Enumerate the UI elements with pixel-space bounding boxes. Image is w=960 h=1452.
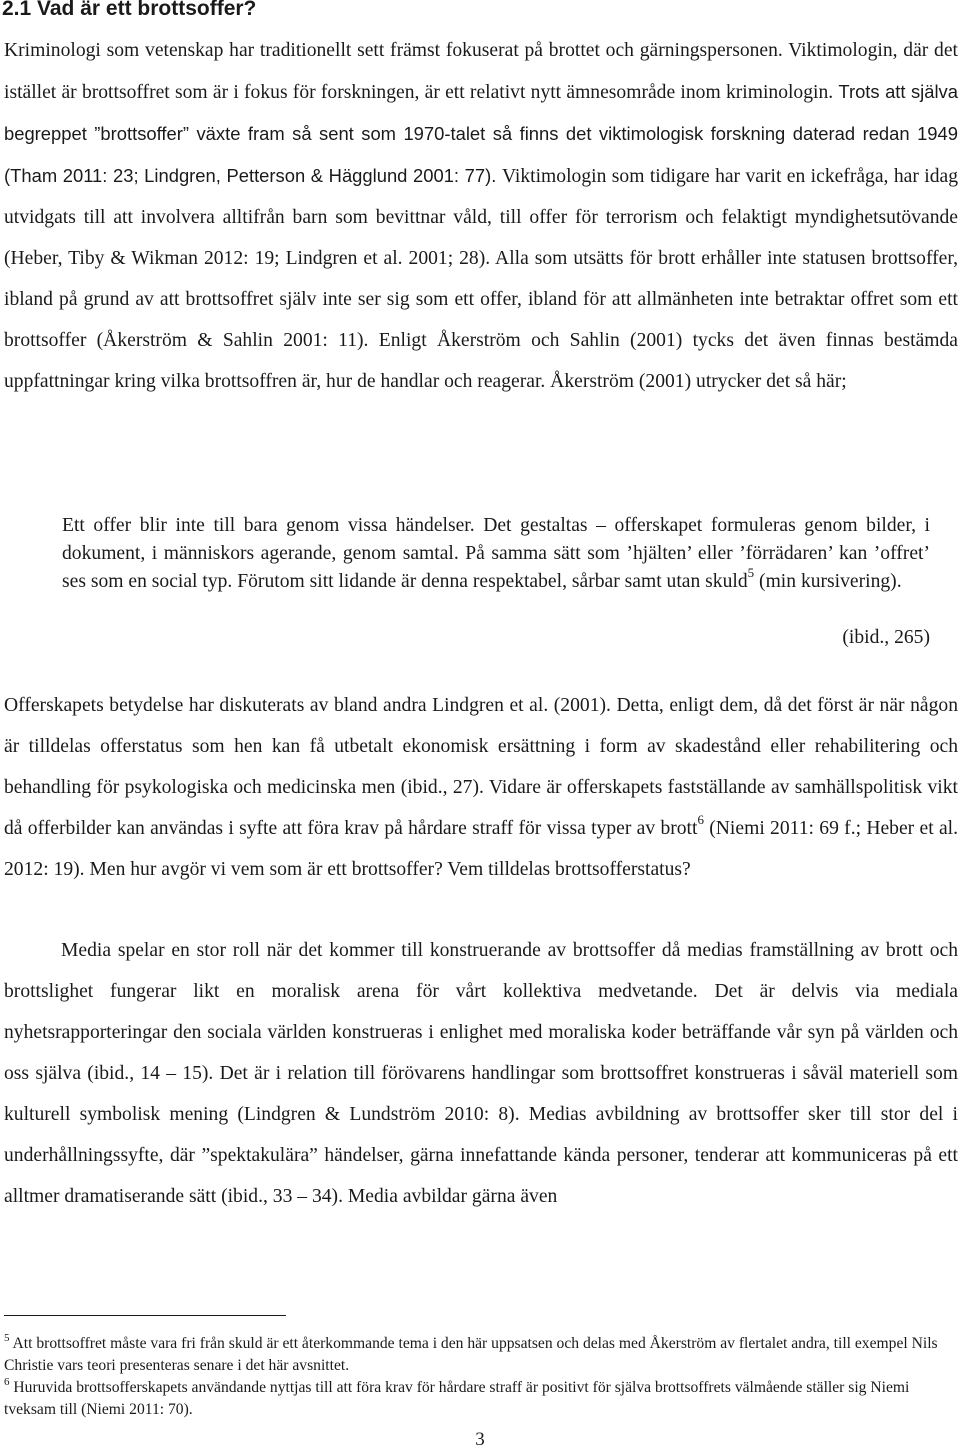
footnote-number: 5 (4, 1331, 10, 1344)
page-number: 3 (475, 1429, 485, 1450)
quote-citation: (ibid., 265) (842, 627, 930, 648)
paragraph-offerskap (4, 685, 958, 890)
footnotes (4, 1333, 958, 1421)
block-quote (62, 512, 930, 596)
paragraph-intro-part-b: Trots att själva begreppet ”brottsoffer” växte fram så sent som 1970-talet så finns det viktimologisk forskning daterad redan 1949 (Tham 2011: 23; Lindgren, Petterson & Hägglund 2001: 77). (4, 81, 958, 186)
paragraph-media: Media spelar en stor roll när det kommer till konstruerande av brottsoffer då medias framställning av brott och brottslighet fungerar likt en moralisk arena för vårt kollektiva medvetande. Det är delvis via mediala nyhetsrapporteringar den sociala världen konstrueras i enlighet med moraliska koder beträffande vår syn på världen och oss själva (ibid., 14 – 15). Det är i relation till förövarens handlingar som brottsoffret konstrueras i såväl materiell som kulturell symbolisk mening (Lindgren & Lundström 2010: 8). Medias avbildning av brottsoffer sker till stor del i underhållningssyfte, där ”spektakulära” händelser, gärna innefattande kända personer, tenderar att kommuniceras på ett alltmer dramatiserande sätt (ibid., 33 – 34). Media avbildar gärna även (4, 940, 958, 1207)
footnote-text: Huruvida brottsofferskapets användande nyttjas till att föra krav för hårdare straff är positivt för själva brottsoffrets välmående ställer sig Niemi tveksam till (Niemi 2011: 70). (4, 1379, 910, 1418)
footnote-number: 6 (4, 1375, 10, 1388)
paragraph-intro (4, 30, 958, 402)
block-quote-after: (min kursivering). (754, 571, 902, 592)
section-heading: 2.1 Vad är ett brottsoffer? (2, 0, 257, 20)
paragraph-offerskap-after: (Niemi 2011: 69 f.; Heber et al. 2012: 19). Men hur avgör vi vem som är ett brottsoffer? Vem tilldelas brottsofferstatus? (4, 818, 958, 880)
paragraph-intro-part-d: Alla som utsätts för brott erhåller inte statusen brottsoffer, ibland på grund av att brottsoffret själv inte ser sig som ett offer, ibland för att allmänheten inte betraktar offret som ett brottsoffer (Åkerström & Sahlin 2001: 11). Enligt Åkerström och Sahlin (2001) tycks det även finnas bestämda uppfattningar kring vilka brottsoffren är, hur de handlar och reagerar. Åkerström (2001) utrycker det så här; (4, 248, 958, 392)
paragraph-intro-part-a: Kriminologi som vetenskap har traditionellt sett främst fokuserat på brottet och gärningspersonen. Viktimologin, där det istället är brottsoffret som är i fokus för forskningen, är ett relativt nytt ämnesområde inom kriminologin. (4, 40, 958, 103)
footnote-6 (4, 1377, 958, 1421)
paragraph-intro-part-c: Viktimologin som tidigare har varit en ickefråga, har idag utvidgats till att involvera alltifrån barn som bevittnar våld, till offer för terrorism och felaktigt myndighetsutövande (Heber, Tiby & Wikman 2012: 19; Lindgren et al. 2001; 28). (4, 166, 958, 269)
paragraph-offerskap-text: Offerskapets betydelse har diskuterats av bland andra Lindgren et al. (2001). Detta, enligt dem, då det först är när någon är tilldelas offerstatus som hen kan få utbetalt ekonomisk ersättning i form av skadestånd eller rehabilitering och behandling för psykologiska och medicinska men (ibid., 27). Vidare är offerskapets fastställande av samhällspolitisk vikt då offerbilder kan användas i syfte att föra krav på hårdare straff för vissa typer av brott (4, 695, 958, 839)
footnote-separator (4, 1315, 286, 1316)
footnote-5 (4, 1333, 958, 1377)
footnote-ref-6[interactable]: 6 (697, 812, 704, 828)
block-quote-text: Ett offer blir inte till bara genom vissa händelser. Det gestaltas – offerskapet formuleras genom bilder, i dokument, i människors agerande, genom samtal. På samma sätt som ’hjälten’ eller ’förrädaren’ kan ’offret’ ses som en social typ. Förutom sitt lidande är denna respektabel, sårbar samt utan skuld (62, 515, 930, 592)
footnote-ref-5[interactable]: 5 (747, 565, 755, 581)
footnote-text: Att brottsoffret måste vara fri från skuld är ett återkommande tema i den här uppsatsen och delas med Åkerström av flertalet andra, till exempel Nils Christie vars teori presenteras senare i det här avsnittet. (4, 1335, 938, 1374)
